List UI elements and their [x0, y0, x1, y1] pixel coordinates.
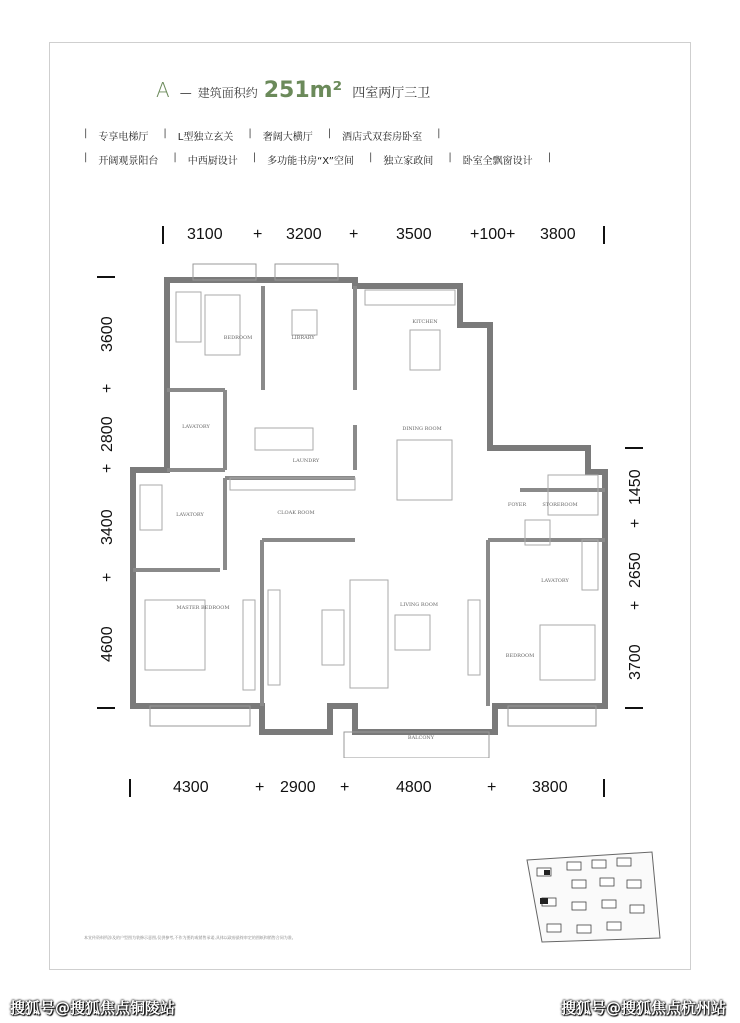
dim-top-4: 3800: [540, 226, 576, 243]
feature-item: 多功能书房“X”空间: [267, 156, 354, 167]
dim-bottom-1: 4300: [173, 779, 209, 796]
title-dash: —: [179, 86, 192, 100]
site-minimap: [522, 850, 662, 945]
unit-title: [156, 78, 430, 108]
dim-tick: [129, 779, 131, 797]
room-label-balcony: BALCONY: [407, 735, 435, 741]
dim-top-plus: +: [349, 226, 359, 243]
dim-right-3: 3700: [627, 644, 644, 680]
features-row-1: | 专享电梯厅 | L型独立玄关 | 奢阔大横厅 | 酒店式双套房卧室 |: [84, 128, 441, 143]
dim-bottom-2: 2900: [280, 779, 316, 796]
dim-tick: [97, 707, 115, 709]
dim-bottom-4: 3800: [532, 779, 568, 796]
dim-top-2: 3200: [286, 226, 322, 243]
feature-item: 开阔观景阳台: [98, 156, 159, 167]
feature-item: 奢阔大横厅: [262, 132, 313, 143]
dim-tick: [625, 707, 643, 709]
dim-right-plus: +: [627, 518, 644, 528]
room-label-storeroom: STOREROOM: [542, 502, 578, 508]
room-label-foyer: FOYER: [507, 502, 527, 508]
room-label-cloak: CLOAK ROOM: [277, 510, 315, 516]
room-label-lavatory-small: LAVATORY: [182, 424, 210, 430]
features-row-2: | 开阔观景阳台 | 中西厨设计 | 多功能书房“X”空间 | 独立家政间 | 卧室全飘窗设计 |: [84, 152, 552, 167]
dim-left-plus: +: [99, 572, 116, 582]
area-value: 251m²: [263, 78, 343, 103]
room-label-lavatory-right: LAVATORY: [541, 578, 569, 584]
room-label-library: LIBRARY: [291, 335, 315, 341]
dim-bottom-plus: +: [255, 779, 265, 796]
room-label-kitchen: KITCHEN: [412, 319, 438, 325]
feature-item: 酒店式双套房卧室: [342, 132, 423, 143]
layout-text: 四室两厅三卫: [352, 86, 431, 101]
dim-bottom-plus: +: [340, 779, 350, 796]
room-label-bedroom-right: BEDROOM: [505, 653, 535, 659]
dim-left-plus: +: [99, 463, 116, 473]
dim-top-plus: +: [253, 226, 263, 243]
disclaimer-note: 本宣传资料所涉及的户型图为装修示意图,仅供参考,不作为要约或销售承诺,具体以政府最终审定的图纸和销售合同为准。: [84, 935, 296, 940]
dim-top-1: 3100: [187, 226, 223, 243]
watermark-left: 搜狐号@搜狐焦点铜陵站: [10, 999, 176, 1017]
feature-item: 卧室全飘窗设计: [462, 156, 533, 167]
dim-left-plus: +: [99, 383, 116, 393]
room-label-lavatory-master: LAVATORY: [176, 512, 204, 518]
dim-left-1: 3600: [99, 316, 116, 352]
type-letter: A: [156, 78, 170, 102]
feature-item: 独立家政间: [383, 156, 434, 167]
dim-tick: [625, 447, 643, 449]
room-label-living: LIVING ROOM: [400, 602, 438, 608]
room-label-master-bedroom: MASTER BEDROOM: [176, 605, 230, 611]
dim-tick: [603, 226, 605, 244]
dim-bottom-3: 4800: [396, 779, 432, 796]
dim-tick: [162, 226, 164, 244]
feature-item: L型独立玄关: [177, 132, 234, 143]
dim-right-1: 1450: [627, 469, 644, 505]
dim-top-extra: +100+: [470, 226, 516, 243]
room-label-laundry: LAUNDRY: [292, 458, 320, 464]
dim-right-2: 2650: [627, 552, 644, 588]
area-label: 建筑面积约: [197, 86, 258, 100]
feature-item: 中西厨设计: [187, 156, 238, 167]
watermark-right: 搜狐号@搜狐焦点杭州站: [561, 999, 727, 1017]
dim-left-3: 3400: [99, 509, 116, 545]
dim-top-3: 3500: [396, 226, 432, 243]
windows: [150, 264, 596, 758]
floor-plan: [120, 258, 620, 758]
exterior-walls: [133, 280, 605, 732]
dim-tick: [97, 276, 115, 278]
dim-right-plus: +: [627, 600, 644, 610]
room-label-bedroom-top: BEDROOM: [223, 335, 253, 341]
dim-left-2: 2800: [99, 416, 116, 452]
dim-bottom-plus: +: [487, 779, 497, 796]
dim-tick: [603, 779, 605, 797]
interior-walls: [133, 286, 605, 706]
feature-item: 专享电梯厅: [98, 132, 149, 143]
room-label-dining: DINING ROOM: [402, 426, 442, 432]
dim-left-4: 4600: [99, 626, 116, 662]
